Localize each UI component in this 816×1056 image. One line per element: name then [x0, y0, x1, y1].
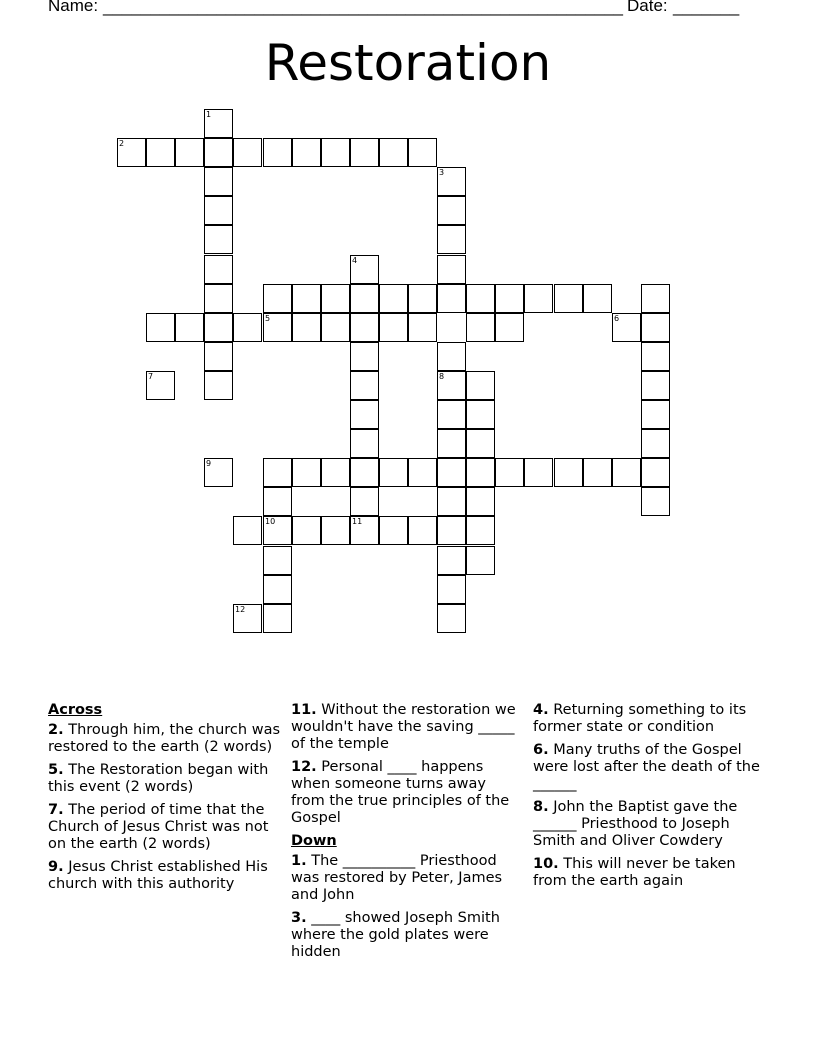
grid-cell[interactable]: [641, 284, 670, 313]
grid-cell[interactable]: [204, 284, 233, 313]
grid-cell[interactable]: [292, 458, 321, 487]
clue-text: ____ showed Joseph Smith where the gold plates were hidden: [291, 910, 500, 960]
grid-cell[interactable]: [641, 371, 670, 400]
grid-cell[interactable]: [437, 604, 466, 633]
grid-cell[interactable]: [437, 225, 466, 254]
grid-cell[interactable]: [437, 371, 466, 400]
grid-cell[interactable]: [321, 284, 350, 313]
clue-number: 8.: [533, 799, 549, 815]
clue-down-1: [291, 853, 523, 904]
clue-down-10: [533, 856, 765, 890]
grid-cell[interactable]: [437, 196, 466, 225]
grid-cell[interactable]: [408, 313, 437, 342]
grid-cell[interactable]: [612, 313, 641, 342]
grid-cell[interactable]: [233, 516, 262, 545]
grid-cell[interactable]: [466, 458, 495, 487]
clue-across-9: [48, 859, 280, 893]
grid-cell[interactable]: [350, 371, 379, 400]
grid-cell[interactable]: [641, 342, 670, 371]
grid-cell[interactable]: [466, 546, 495, 575]
grid-cell[interactable]: [554, 458, 583, 487]
cell-number: 5: [265, 314, 271, 323]
grid-cell[interactable]: [466, 516, 495, 545]
grid-cell[interactable]: [292, 313, 321, 342]
grid-cell[interactable]: [292, 138, 321, 167]
grid-cell[interactable]: [175, 313, 204, 342]
cell-number: 6: [614, 314, 620, 323]
grid-cell[interactable]: [146, 313, 175, 342]
grid-cell[interactable]: [379, 313, 408, 342]
grid-cell[interactable]: [350, 516, 379, 545]
clue-column-1: [48, 700, 280, 899]
grid-cell[interactable]: [495, 284, 524, 313]
grid-cell[interactable]: [292, 284, 321, 313]
grid-cell[interactable]: [350, 458, 379, 487]
page-title: Restoration: [264, 34, 552, 92]
cell-number: 11: [352, 517, 363, 526]
clue-number: 11.: [291, 702, 317, 718]
clue-down-4: [533, 702, 765, 736]
grid-cell[interactable]: [379, 458, 408, 487]
clue-number: 7.: [48, 802, 64, 818]
clue-text: Returning something to its former state or condition: [533, 702, 747, 735]
clue-text: The period of time that the Church of Jesus Christ was not on the earth (2 words): [48, 802, 269, 852]
cell-number: 1: [206, 110, 212, 119]
clue-across-2: [48, 722, 280, 756]
grid-cell[interactable]: [350, 429, 379, 458]
cell-number: 3: [439, 168, 445, 177]
grid-cell[interactable]: [641, 313, 670, 342]
grid-cell[interactable]: [263, 458, 292, 487]
name-label: Name:: [48, 0, 99, 15]
down-heading: Down: [291, 833, 337, 849]
grid-cell[interactable]: [466, 284, 495, 313]
clue-across-7: [48, 802, 280, 853]
grid-cell[interactable]: [263, 284, 292, 313]
grid-cell[interactable]: [204, 313, 233, 342]
clue-text: Without the restoration we wouldn't have the saving _____ of the temple: [291, 702, 516, 752]
grid-cell[interactable]: [233, 604, 262, 633]
clue-text: Personal ____ happens when someone turns away from the true principles of the Gospel: [291, 759, 510, 826]
grid-cell[interactable]: [204, 371, 233, 400]
grid-cell[interactable]: [641, 487, 670, 516]
clue-number: 6.: [533, 742, 549, 758]
grid-cell[interactable]: [641, 429, 670, 458]
grid-cell[interactable]: [204, 342, 233, 371]
grid-cell[interactable]: [263, 604, 292, 633]
grid-cell[interactable]: [437, 516, 466, 545]
clue-text: Many truths of the Gospel were lost after the death of the ______: [533, 742, 760, 792]
date-label: Date:: [627, 0, 668, 15]
grid-cell[interactable]: [233, 313, 262, 342]
clue-across-12: [291, 759, 523, 827]
clue-text: Jesus Christ established His church with this authority: [48, 859, 268, 892]
grid-cell[interactable]: [204, 138, 233, 167]
grid-cell[interactable]: [437, 546, 466, 575]
grid-cell[interactable]: [466, 371, 495, 400]
grid-cell[interactable]: [292, 516, 321, 545]
grid-cell[interactable]: [263, 138, 292, 167]
grid-cell[interactable]: [379, 138, 408, 167]
clue-number: 4.: [533, 702, 549, 718]
grid-cell[interactable]: [263, 575, 292, 604]
grid-cell[interactable]: [524, 458, 553, 487]
cell-number: 2: [119, 139, 125, 148]
grid-cell[interactable]: [437, 167, 466, 196]
clue-column-2: [291, 700, 523, 967]
grid-cell[interactable]: [146, 138, 175, 167]
grid-cell[interactable]: [263, 546, 292, 575]
clue-number: 12.: [291, 759, 317, 775]
clue-number: 10.: [533, 856, 559, 872]
name-field[interactable]: _______________________________________________________: [103, 0, 624, 16]
grid-cell[interactable]: [146, 371, 175, 400]
grid-cell[interactable]: [350, 342, 379, 371]
cell-number: 12: [235, 605, 246, 614]
grid-cell[interactable]: [350, 284, 379, 313]
grid-cell[interactable]: [524, 284, 553, 313]
grid-cell[interactable]: [233, 138, 262, 167]
clue-number: 2.: [48, 722, 64, 738]
grid-cell[interactable]: [204, 225, 233, 254]
cell-number: 7: [148, 372, 154, 381]
grid-cell[interactable]: [495, 458, 524, 487]
grid-cell[interactable]: [466, 429, 495, 458]
grid-cell[interactable]: [204, 167, 233, 196]
clue-across-5: [48, 762, 280, 796]
cell-number: 4: [352, 256, 358, 265]
grid-cell[interactable]: [263, 313, 292, 342]
clue-number: 9.: [48, 859, 64, 875]
grid-cell[interactable]: [408, 138, 437, 167]
date-field[interactable]: _______: [673, 0, 740, 16]
cell-number: 10: [265, 517, 276, 526]
grid-cell[interactable]: [408, 516, 437, 545]
grid-cell[interactable]: [321, 313, 350, 342]
grid-cell[interactable]: [466, 313, 495, 342]
clue-text: This will never be taken from the earth again: [533, 856, 736, 889]
grid-cell[interactable]: [263, 487, 292, 516]
grid-cell[interactable]: [117, 138, 146, 167]
grid-cell[interactable]: [408, 458, 437, 487]
grid-cell[interactable]: [204, 109, 233, 138]
grid-cell[interactable]: [641, 458, 670, 487]
grid-cell[interactable]: [583, 284, 612, 313]
grid-cell[interactable]: [612, 458, 641, 487]
clue-text: Through him, the church was restored to the earth (2 words): [48, 722, 281, 755]
across-heading: Across: [48, 702, 103, 718]
grid-cell[interactable]: [466, 400, 495, 429]
grid-cell[interactable]: [641, 400, 670, 429]
grid-cell[interactable]: [583, 458, 612, 487]
grid-cell[interactable]: [175, 138, 204, 167]
grid-cell[interactable]: [437, 429, 466, 458]
grid-cell[interactable]: [321, 458, 350, 487]
clue-across-11: [291, 702, 523, 753]
grid-cell[interactable]: [554, 284, 583, 313]
grid-cell[interactable]: [350, 138, 379, 167]
grid-cell[interactable]: [350, 313, 379, 342]
grid-cell[interactable]: [379, 516, 408, 545]
clue-text: The Restoration began with this event (2 words): [48, 762, 269, 795]
grid-cell[interactable]: [437, 255, 466, 284]
grid-cell[interactable]: [350, 487, 379, 516]
grid-cell[interactable]: [379, 284, 408, 313]
grid-cell[interactable]: [466, 487, 495, 516]
grid-cell[interactable]: [263, 516, 292, 545]
grid-cell[interactable]: [437, 400, 466, 429]
clue-down-3: [291, 910, 523, 961]
clue-text: John the Baptist gave the ______ Priesthood to Joseph Smith and Oliver Cowdery: [533, 799, 738, 849]
clue-number: 3.: [291, 910, 307, 926]
clue-column-3: [533, 700, 765, 896]
cell-number: 9: [206, 459, 212, 468]
grid-cell[interactable]: [495, 313, 524, 342]
grid-cell[interactable]: [350, 400, 379, 429]
clue-down-6: [533, 742, 765, 793]
clue-text: The __________ Priesthood was restored by Peter, James and John: [291, 853, 503, 903]
clue-down-8: [533, 799, 765, 850]
grid-cell[interactable]: [204, 458, 233, 487]
grid-cell[interactable]: [437, 284, 466, 313]
clue-number: 1.: [291, 853, 307, 869]
clue-number: 5.: [48, 762, 64, 778]
grid-cell[interactable]: [437, 487, 466, 516]
cell-number: 8: [439, 372, 445, 381]
grid-cell[interactable]: [321, 138, 350, 167]
grid-cell[interactable]: [321, 516, 350, 545]
grid-cell[interactable]: [437, 575, 466, 604]
grid-cell[interactable]: [204, 196, 233, 225]
grid-cell[interactable]: [408, 284, 437, 313]
grid-cell[interactable]: [350, 255, 379, 284]
grid-cell[interactable]: [437, 458, 466, 487]
grid-cell[interactable]: [437, 342, 466, 371]
grid-cell[interactable]: [204, 255, 233, 284]
